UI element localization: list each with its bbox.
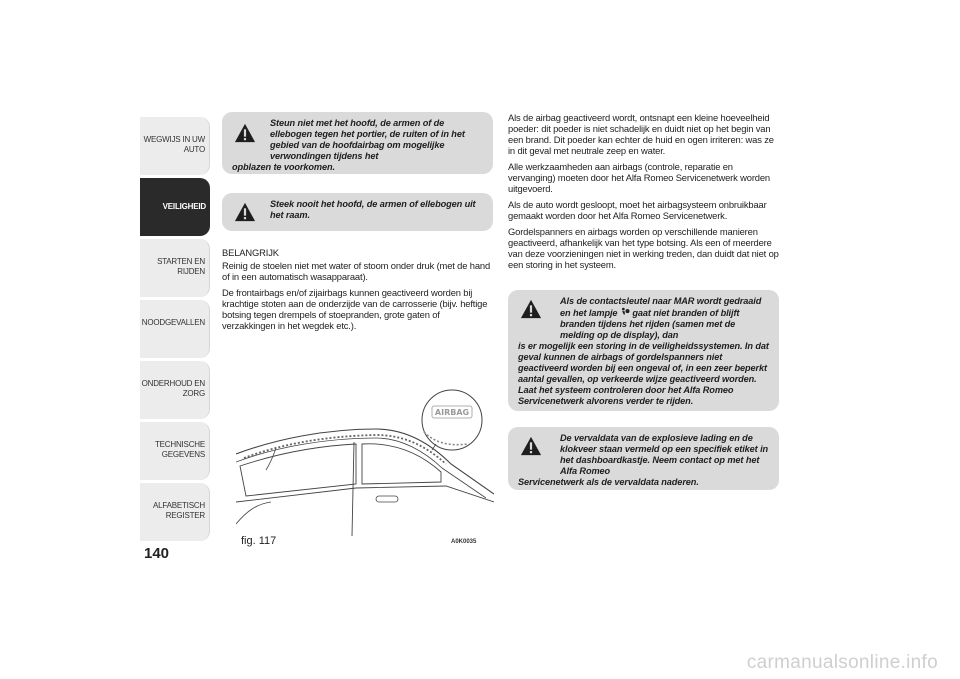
tab-noodgevallen[interactable]	[140, 300, 210, 358]
warning-text-part: Als de contactsleutel naar MAR wordt gedraaid en het lampje	[560, 296, 762, 318]
tab-label: WEGWIJS IN UW AUTO	[143, 135, 205, 154]
paragraph: Alle werkzaamheden aan airbags (controle, reparatie en vervanging) moeten door het Alfa Romeo Servicenetwerk worden uitgevoerd.	[508, 161, 770, 194]
warning-triangle-icon	[234, 201, 256, 223]
paragraph: Als de auto wordt gesloopt, moet het airbagsysteem onbruikbaar gemaakt worden door het Alfa Romeo Servicenetwerk.	[508, 199, 767, 221]
tab-label: ALFABETISCH REGISTER	[152, 501, 205, 520]
watermark: carmanualsonline.info	[746, 652, 938, 673]
warning-box	[508, 427, 779, 490]
warning-box	[508, 290, 779, 411]
warning-text-cont: is er mogelijk een storing in de veiligheidssystemen. In dat geval kunnen de airbags of gordelspanners niet geactiveerd worden bij een ongeval of, in een zeer beperkt aantal gevallen, op verkeerde wijze geactiveerd worden. Laat het systeem controleren door het Alfa Romeo Servicenetwerk alvorens verder te rijden.	[518, 341, 769, 406]
tab-label: STARTEN EN RIJDEN	[157, 257, 205, 276]
warning-triangle-icon	[520, 298, 542, 320]
warning-text: Steek nooit het hoofd, de armen of ellebogen uit het raam.	[270, 199, 476, 220]
warning-text-cont: Servicenetwerk als de vervaldata naderen.	[518, 477, 699, 487]
warning-triangle-icon	[234, 122, 256, 144]
tab-label: VEILIGHEID	[162, 202, 206, 211]
warning-text-cont: opblazen te voorkomen.	[232, 162, 335, 172]
chapter-sidebar	[140, 117, 210, 544]
tab-label: TECHNISCHE GEGEVENS	[154, 440, 205, 459]
left-body	[222, 247, 494, 336]
warning-text: Steun niet met het hoofd, de armen of de ellebogen tegen het portier, de ruiten of in het gebied van de hoofdairbag om mogelijke verwondingen tijdens het	[270, 118, 465, 161]
warning-box	[222, 112, 493, 174]
tab-starten[interactable]	[140, 239, 210, 297]
tab-onderhoud[interactable]	[140, 361, 210, 419]
tab-veiligheid[interactable]	[140, 178, 210, 236]
paragraph: Gordelspanners en airbags worden op verschillende manieren geactiveerd, afhankelijk van het type botsing. Als een of meerdere van deze voorzieningen niet in werking treden, dan duidt dat niet op een storing in het systeem.	[508, 226, 779, 270]
paragraph: Reinig de stoelen niet met water of stoom onder druk (met de hand of in een automatisch wasapparaat).	[222, 260, 491, 282]
warning-text-part: gaat niet branden of blijft branden tijdens het rijden (samen met de melding op de display), dan	[560, 308, 740, 340]
airbag-warning-light-icon	[620, 307, 630, 317]
warning-text	[518, 296, 769, 341]
paragraph: Als de airbag geactiveerd wordt, ontsnapt een kleine hoeveelheid poeder: dit poeder is niet schadelijk en duidt niet op het begin van een brand. Dit poeder kan echter de huid en ogen irriteren: was ze in dit geval met neutrale zeep en water.	[508, 112, 774, 156]
right-body	[508, 112, 780, 275]
tab-register[interactable]	[140, 483, 210, 541]
tab-technische[interactable]	[140, 422, 210, 480]
car-airbag-illustration	[236, 384, 494, 536]
airbag-badge: AIRBAG	[434, 408, 470, 417]
warning-triangle-icon	[520, 435, 542, 457]
tab-wegwijs[interactable]	[140, 117, 210, 175]
figure-code: A0K0035	[451, 539, 477, 545]
paragraph: De frontairbags en/of zijairbags kunnen geactiveerd worden bij krachtige stoten aan de onderzijde van de carrosserie (bijv. heftige botsing tegen drempels of stoepranden, grote gaten of verzakkingen in het wegdek etc.).	[222, 287, 488, 331]
warning-text: De vervaldata van de explosieve lading en de klokveer staan vermeld op een specifiek etiket in het dashboardkastje. Neem contact op met het Alfa Romeo	[560, 433, 769, 476]
page-number: 140	[144, 545, 170, 562]
figure-label: fig. 117	[241, 535, 277, 547]
section-heading: BELANGRIJK	[222, 247, 279, 258]
tab-label: ONDERHOUD EN ZORG	[141, 379, 205, 398]
warning-box	[222, 193, 493, 231]
tab-label: NOODGEVALLEN	[141, 318, 205, 327]
